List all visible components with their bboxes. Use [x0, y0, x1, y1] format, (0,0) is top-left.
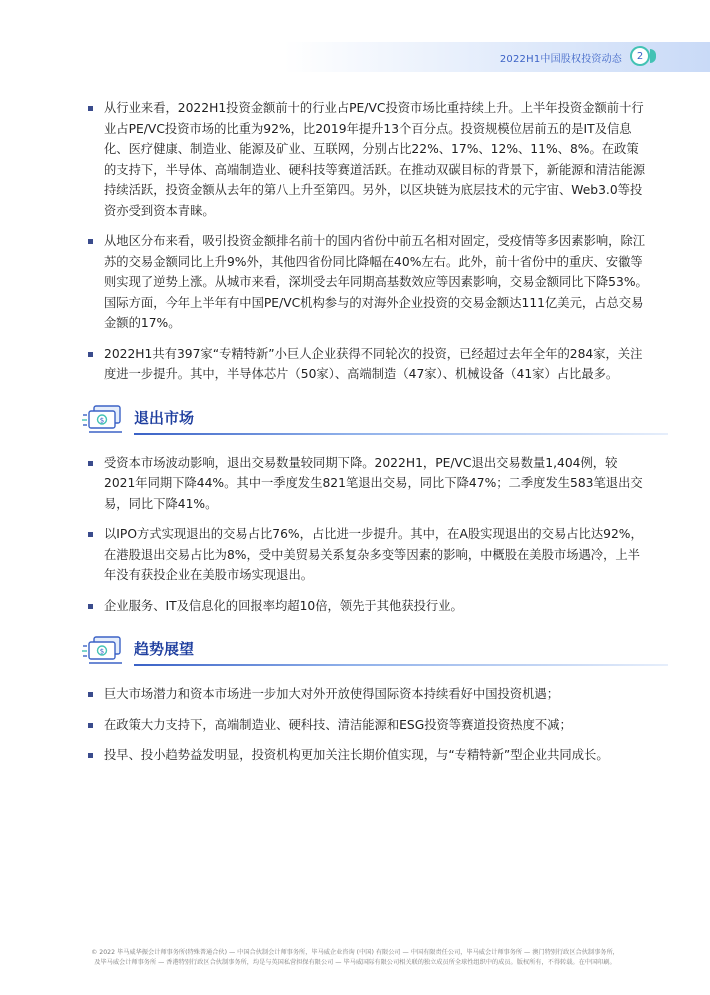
intro-bullet-list	[88, 98, 648, 385]
footer-line: © 2022 毕马威华振会计师事务所(特殊普通合伙) — 中国合伙制会计师事务所，毕马威企业咨询 (中国) 有限公司 — 中国有限责任公司，毕马威会计师事务所 — 澳门特别行政区合伙制事务所，	[91, 949, 619, 956]
exit-bullet: 以IPO方式实现退出的交易占比76%，占比进一步提升。其中，在A股实现退出的交易占比达92%，在港股退出交易占比为8%，受中美贸易关系复杂多变等因素的影响，中概股在美股市场遇冷，上半年没有获投企业在美股市场实现退出。	[88, 524, 648, 586]
intro-bullet: 2022H1共有397家“专精特新”小巨人企业获得不同轮次的投资，已经超过去年全年的284家，关注度进一步提升。其中，半导体芯片（50家）、高端制造（47家）、机械设备（41家）占比最多。	[88, 344, 648, 385]
exit-bullet: 企业服务、IT及信息化的回报率均超10倍，领先于其他获投行业。	[88, 596, 648, 617]
exit-section-title: 退出市场	[134, 408, 195, 427]
intro-bullet: 从地区分布来看，吸引投资金额排名前十的国内省份中前五名相对固定，受疫情等多因素影响，除江苏的交易金额同比上升9%外，其他四省份同比降幅在40%左右。此外，前十省份中的重庆、安徽等则实现了逆势上涨。从城市来看，深圳受去年同期高基数效应等因素影响，交易金额同比下降53%。国际方面，今年上半年有中国PE/VC机构参与的对海外企业投资的交易金额达111亿美元，占总交易金额的17%。	[88, 231, 648, 334]
page-number: 2	[630, 46, 650, 66]
footer-line: 及毕马威会计师事务所 — 香港特别行政区合伙制事务所，均是与英国私营担保有限公司 — 毕马威国际有限公司相关联的独立成员所全球性组织中的成员。版权所有，不得转载。在中国印刷。	[94, 959, 616, 966]
money-bills-icon	[82, 403, 126, 435]
intro-bullet: 从行业来看，2022H1投资金额前十的行业占PE/VC投资市场比重持续上升。上半年投资金额前十行业占PE/VC投资市场的比重为92%，比2019年提升13个百分点。投资规模位居前五的是IT及信息化、医疗健康、制造业、能源及矿业、互联网，分别占比22%、17%、12%、11%、8%。在政策的支持下，半导体、高端制造业、硬科技等赛道活跃。在推动双碳目标的背景下，新能源和清洁能源持续活跃，投资金额从去年的第八上升至第四。另外，以区块链为底层技术的元宇宙、Web3.0等投资亦受到资本青睐。	[88, 98, 648, 221]
exit-section-heading	[82, 401, 648, 439]
section-divider	[134, 664, 668, 666]
svg-text:$: $	[99, 647, 105, 656]
footer-copyright	[0, 948, 710, 968]
outlook-bullet: 巨大市场潜力和资本市场进一步加大对外开放使得国际资本持续看好中国投资机遇；	[88, 684, 648, 705]
outlook-section-heading	[82, 632, 648, 670]
outlook-section-title: 趋势展望	[134, 640, 195, 658]
exit-bullet: 受资本市场波动影响，退出交易数量较同期下降。2022H1，PE/VC退出交易数量1,404例，较2021年同期下降44%。其中一季度发生821笔退出交易，同比下降47%；二季度发生583笔退出交易，同比下降41%。	[88, 453, 648, 515]
outlook-bullet-list	[88, 684, 648, 766]
section-divider	[134, 433, 668, 435]
main-content	[88, 98, 648, 776]
money-bills-icon	[82, 634, 126, 666]
svg-text:$: $	[99, 416, 105, 424]
outlook-bullet: 在政策大力支持下，高端制造业、硬科技、清洁能源和ESG投资等赛道投资热度不减；	[88, 715, 648, 736]
outlook-bullet: 投早、投小趋势益发明显，投资机构更加关注长期价值实现，与“专精特新”型企业共同成长。	[88, 745, 648, 766]
header-title: 2022H1中国股权投资动态	[499, 54, 622, 65]
exit-bullet-list	[88, 453, 648, 617]
